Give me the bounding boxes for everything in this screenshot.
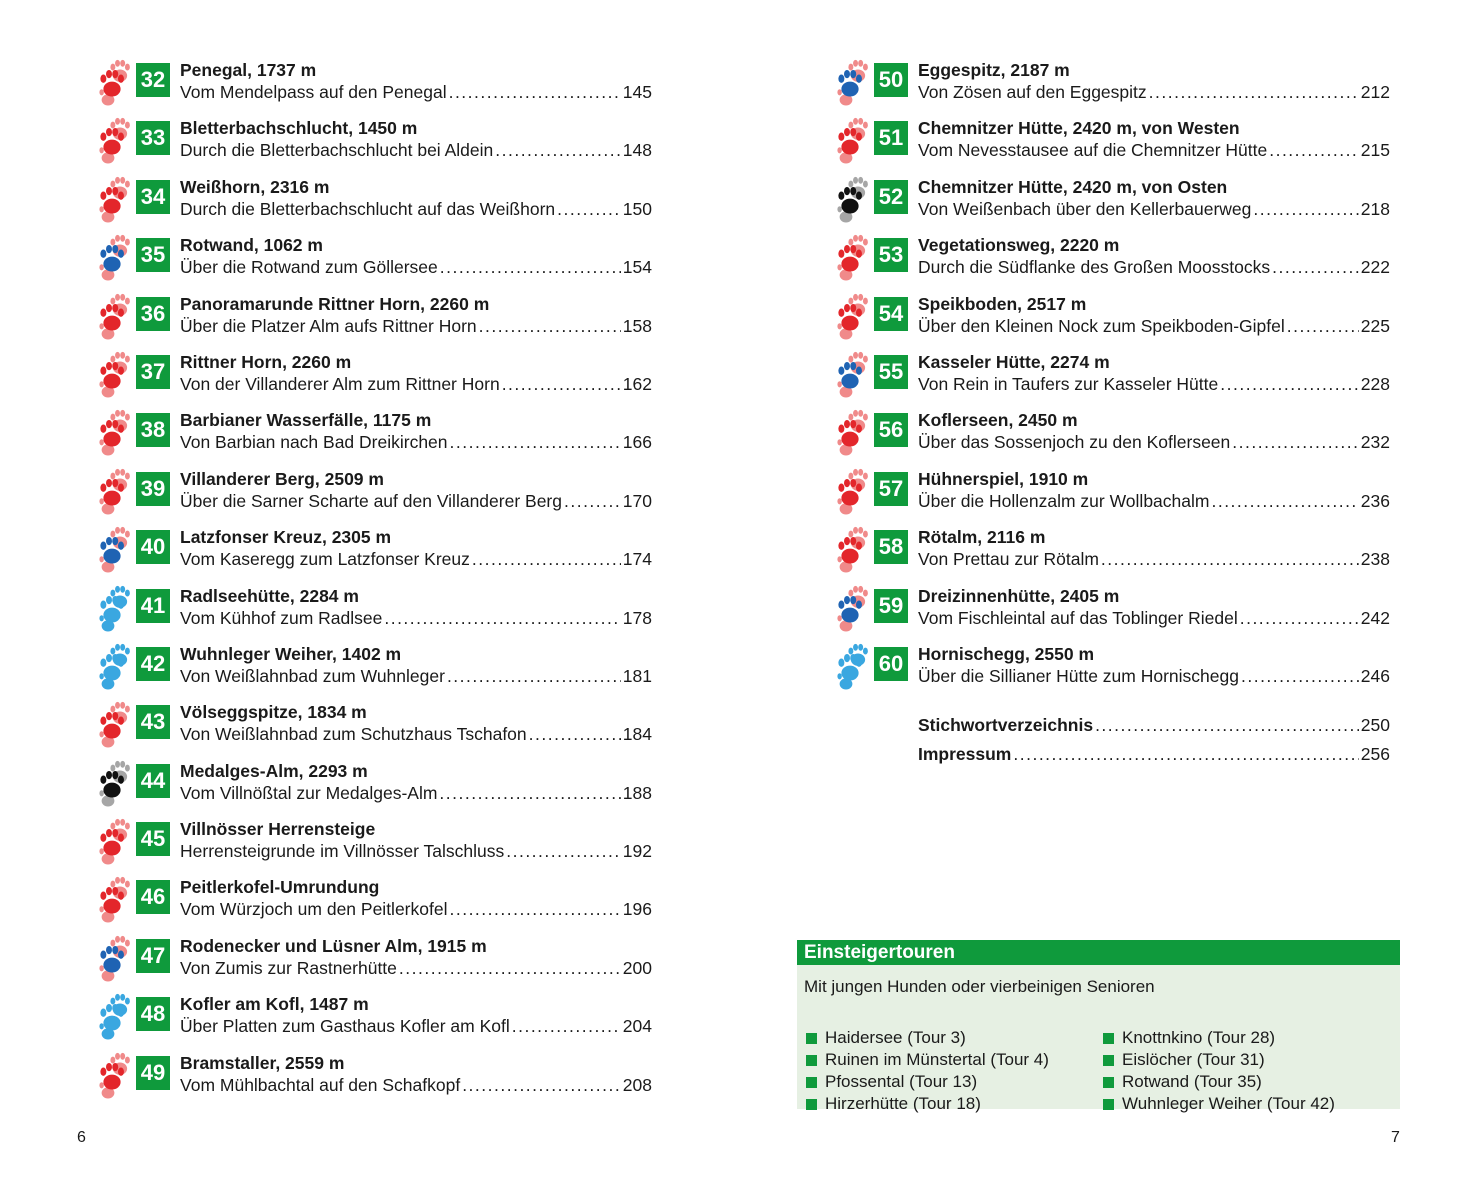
tour-subtitle: Über die Platzer Alm aufs Rittner Horn <box>180 315 477 336</box>
tour-number-badge: 32 <box>136 63 170 97</box>
paw-difficulty-icon <box>96 231 132 283</box>
tour-title: Hühnerspiel, 1910 m <box>918 468 1089 489</box>
bullet-square-icon <box>806 1099 817 1110</box>
beginner-tours-box <box>797 940 1400 1113</box>
toc-entry[interactable] <box>834 523 1390 581</box>
tour-number-badge: 59 <box>874 589 908 623</box>
paw-difficulty-icon <box>96 815 132 867</box>
tour-number-badge: 46 <box>136 880 170 914</box>
tour-title: Chemnitzer Hütte, 2420 m, von Westen <box>918 118 1240 139</box>
page-ref: 162 <box>622 373 652 394</box>
tour-title: Speikboden, 2517 m <box>918 293 1087 314</box>
page-ref: 236 <box>1360 490 1390 511</box>
dot-leader <box>1013 743 1358 765</box>
beginner-tour-item <box>806 1093 1103 1115</box>
tour-number-badge: 37 <box>136 355 170 389</box>
bullet-square-icon <box>806 1055 817 1066</box>
toc-entry[interactable] <box>834 114 1390 172</box>
dot-leader <box>1232 431 1359 453</box>
page-number-left: 6 <box>77 1129 86 1146</box>
tour-number-badge: 33 <box>136 121 170 155</box>
toc-entry[interactable] <box>834 582 1390 640</box>
toc-entry[interactable] <box>834 465 1390 523</box>
beginner-tour-label: Hirzerhütte (Tour 18) <box>825 1094 981 1113</box>
tour-number-badge: 55 <box>874 355 908 389</box>
tour-number-badge: 54 <box>874 297 908 331</box>
page-ref: 150 <box>622 198 652 219</box>
tour-number-badge: 58 <box>874 530 908 564</box>
page-number-right: 7 <box>1391 1129 1400 1146</box>
paw-difficulty-icon <box>834 465 870 517</box>
toc-entry[interactable] <box>96 582 652 640</box>
bullet-square-icon <box>1103 1077 1114 1088</box>
dot-leader <box>1253 198 1358 220</box>
tour-number-badge: 45 <box>136 822 170 856</box>
toc-entry[interactable] <box>96 114 652 172</box>
tour-number-badge: 35 <box>136 238 170 272</box>
paw-difficulty-icon <box>96 173 132 225</box>
tour-title: Rittner Horn, 2260 m <box>180 351 352 372</box>
beginner-tour-label: Pfossental (Tour 13) <box>825 1072 978 1091</box>
paw-difficulty-icon <box>96 114 132 166</box>
dot-leader <box>1241 665 1359 687</box>
page-ref: 154 <box>622 257 652 278</box>
dot-leader <box>1220 373 1359 395</box>
page-ref: 148 <box>622 140 652 161</box>
tour-subtitle: Durch die Bletterbachschlucht auf das Weißhorn <box>180 198 556 219</box>
toc-entry[interactable] <box>834 56 1390 114</box>
paw-difficulty-icon <box>834 56 870 108</box>
tour-subtitle: Durch die Südflanke des Großen Moosstocks <box>918 257 1271 278</box>
dot-leader <box>472 548 621 570</box>
tour-subtitle: Von Weißlahnbad zum Wuhnleger <box>180 665 445 686</box>
dot-leader <box>462 1074 621 1096</box>
tour-title: Villnösser Herrensteige <box>180 819 376 840</box>
toc-entry[interactable] <box>834 173 1390 231</box>
tour-subtitle: Von Weißlahnbad zum Schutzhaus Tschafon <box>180 724 527 745</box>
paw-difficulty-icon <box>96 290 132 342</box>
toc-extra-entry[interactable] <box>918 714 1390 743</box>
paw-difficulty-icon <box>96 523 132 575</box>
toc-entry[interactable] <box>96 757 652 815</box>
tour-number-badge: 43 <box>136 705 170 739</box>
toc-entry[interactable] <box>834 406 1390 464</box>
paw-difficulty-icon <box>834 523 870 575</box>
dot-leader <box>399 957 621 979</box>
beginner-tour-item <box>806 1027 1103 1049</box>
dot-leader <box>1149 81 1359 103</box>
dot-leader <box>384 607 620 629</box>
page-ref: 200 <box>622 957 652 978</box>
beginner-tour-label: Knottnkino (Tour 28) <box>1122 1028 1276 1047</box>
dot-leader <box>450 431 621 453</box>
page-ref: 256 <box>1360 744 1390 765</box>
toc-entry[interactable] <box>96 348 652 406</box>
tour-number-badge: 47 <box>136 939 170 973</box>
page-ref: 212 <box>1360 82 1390 102</box>
paw-difficulty-icon <box>96 757 132 809</box>
bullet-square-icon <box>806 1033 817 1044</box>
beginner-tour-item <box>1103 1071 1400 1093</box>
paw-difficulty-icon <box>96 406 132 458</box>
tour-title: Rotwand, 1062 m <box>180 235 323 256</box>
tour-number-badge: 48 <box>136 997 170 1031</box>
tour-title: Eggespitz, 2187 m <box>918 60 1070 80</box>
tour-subtitle: Vom Fischleintal auf das Toblinger Riedel <box>918 607 1238 628</box>
paw-difficulty-icon <box>96 582 132 634</box>
tour-subtitle: Vom Kaseregg zum Latzfonser Kreuz <box>180 549 470 570</box>
paw-difficulty-icon <box>96 873 132 925</box>
tour-number-badge: 56 <box>874 413 908 447</box>
tour-subtitle: Vom Nevesstausee auf die Chemnitzer Hütte <box>918 140 1268 161</box>
dot-leader <box>1269 139 1359 161</box>
page-ref: 215 <box>1360 140 1390 161</box>
tour-title: Chemnitzer Hütte, 2420 m, von Osten <box>918 176 1228 197</box>
toc-entry[interactable] <box>96 815 652 873</box>
beginner-tour-label: Eislöcher (Tour 31) <box>1122 1050 1265 1069</box>
tour-title: Vegetationsweg, 2220 m <box>918 235 1120 256</box>
tour-subtitle: Vom Mendelpass auf den Penegal <box>180 82 447 102</box>
page-ref: 238 <box>1360 549 1390 570</box>
toc-entry[interactable] <box>96 523 652 581</box>
tour-number-badge: 34 <box>136 180 170 214</box>
paw-difficulty-icon <box>834 348 870 400</box>
dot-leader <box>502 373 621 395</box>
page-ref: 242 <box>1360 607 1390 628</box>
paw-difficulty-icon <box>96 56 132 108</box>
tour-number-badge: 44 <box>136 764 170 798</box>
page-ref: 232 <box>1360 432 1390 453</box>
page-ref: 158 <box>622 315 652 336</box>
tour-number-badge: 51 <box>874 121 908 155</box>
extra-label: Stichwortverzeichnis <box>918 715 1094 736</box>
toc-entry[interactable] <box>96 873 652 931</box>
toc-entry[interactable] <box>96 698 652 756</box>
beginner-tours-list-1 <box>806 1027 1103 1115</box>
tour-subtitle: Vom Würzjoch um den Peitlerkofel <box>180 899 448 920</box>
tour-title: Latzfonser Kreuz, 2305 m <box>180 527 392 548</box>
tour-title: Bletterbachschlucht, 1450 m <box>180 118 418 139</box>
toc-entry[interactable] <box>96 990 652 1048</box>
tour-number-badge: 53 <box>874 238 908 272</box>
tour-title: Rötalm, 2116 m <box>918 527 1046 548</box>
page-ref: 225 <box>1360 315 1390 336</box>
toc-entry[interactable] <box>834 290 1390 348</box>
tour-subtitle: Vom Villnößtal zur Medalges-Alm <box>180 782 438 803</box>
paw-difficulty-icon <box>834 114 870 166</box>
dot-leader <box>1095 714 1359 736</box>
tour-title: Kasseler Hütte, 2274 m <box>918 351 1110 372</box>
tour-subtitle: Vom Kühhof zum Radlsee <box>180 607 383 628</box>
dot-leader <box>1287 315 1359 337</box>
page-ref: 204 <box>622 1016 652 1037</box>
tour-subtitle: Von Zösen auf den Eggespitz <box>918 82 1147 102</box>
page-ref: 170 <box>622 490 652 511</box>
toc-entry[interactable] <box>96 231 652 289</box>
tour-title: Völseggspitze, 1834 m <box>180 702 367 723</box>
tour-subtitle: Durch die Bletterbachschlucht bei Aldein <box>180 140 494 161</box>
paw-difficulty-icon <box>96 1049 132 1101</box>
page-ref: 208 <box>622 1074 652 1095</box>
paw-difficulty-icon <box>96 932 132 984</box>
paw-difficulty-icon <box>96 698 132 750</box>
paw-difficulty-icon <box>96 640 132 692</box>
beginner-tours-intro: Mit jungen Hunden oder vierbeinigen Senioren <box>804 977 1155 996</box>
tour-subtitle: Über Platten zum Gasthaus Kofler am Kofl <box>180 1016 510 1037</box>
beginner-tour-item <box>1103 1049 1400 1071</box>
paw-difficulty-icon <box>834 231 870 283</box>
paw-difficulty-icon <box>96 465 132 517</box>
tour-title: Panoramarunde Rittner Horn, 2260 m <box>180 293 490 314</box>
toc-entry[interactable] <box>834 348 1390 406</box>
dot-leader <box>449 898 620 920</box>
tour-subtitle: Von Rein in Taufers zur Kasseler Hütte <box>918 373 1219 394</box>
dot-leader <box>1101 548 1359 570</box>
paw-difficulty-icon <box>96 990 132 1042</box>
tour-title: Rodenecker und Lüsner Alm, 1915 m <box>180 935 487 956</box>
beginner-tours-title: Einsteigertouren <box>797 940 1400 965</box>
page-ref: 178 <box>622 607 652 628</box>
tour-subtitle: Über die Sarner Scharte auf den Villanderer Berg <box>180 490 562 511</box>
tour-title: Peitlerkofel-Umrundung <box>180 877 380 898</box>
page-ref: 196 <box>622 899 652 920</box>
page-ref: 228 <box>1360 373 1390 394</box>
tour-number-badge: 49 <box>136 1056 170 1090</box>
tour-title: Barbianer Wasserfälle, 1175 m <box>180 410 432 431</box>
page-ref: 166 <box>622 432 652 453</box>
dot-leader <box>1211 490 1358 512</box>
tour-title: Koflerseen, 2450 m <box>918 410 1078 431</box>
tour-subtitle: Herrensteigrunde im Villnösser Talschluss <box>180 841 505 862</box>
dot-leader <box>439 782 620 804</box>
tour-number-badge: 38 <box>136 413 170 447</box>
tour-number-badge: 42 <box>136 647 170 681</box>
dot-leader <box>564 490 621 512</box>
tour-number-badge: 50 <box>874 63 908 97</box>
tour-number-badge: 36 <box>136 297 170 331</box>
bullet-square-icon <box>1103 1099 1114 1110</box>
page-ref: 174 <box>622 549 652 570</box>
tour-title: Villanderer Berg, 2509 m <box>180 468 384 489</box>
extra-label: Impressum <box>918 744 1012 765</box>
page-ref: 184 <box>622 724 652 745</box>
tour-subtitle: Von der Villanderer Alm zum Rittner Horn <box>180 373 500 394</box>
tour-number-badge: 52 <box>874 180 908 214</box>
toc-left-column <box>96 56 652 1107</box>
page-ref: 218 <box>1360 198 1390 219</box>
toc-entry[interactable] <box>834 231 1390 289</box>
dot-leader <box>447 665 621 687</box>
beginner-tours-list-2 <box>1103 1027 1400 1115</box>
dot-leader <box>1240 607 1359 629</box>
paw-difficulty-icon <box>834 640 870 692</box>
tour-number-badge: 41 <box>136 589 170 623</box>
page-ref: 246 <box>1360 665 1390 686</box>
dot-leader <box>506 840 621 862</box>
tour-title: Hornischegg, 2550 m <box>918 643 1095 664</box>
tour-subtitle: Über die Hollenzalm zur Wollbachalm <box>918 490 1210 511</box>
tour-number-badge: 40 <box>136 530 170 564</box>
beginner-tour-item <box>1103 1093 1400 1115</box>
beginner-tour-label: Haidersee (Tour 3) <box>825 1028 966 1047</box>
tour-subtitle: Von Prettau zur Rötalm <box>918 549 1099 570</box>
tour-number-badge: 39 <box>136 472 170 506</box>
toc-right-column <box>834 56 1390 772</box>
tour-subtitle: Vom Mühlbachtal auf den Schafkopf <box>180 1074 461 1095</box>
dot-leader <box>557 198 621 220</box>
tour-title: Medalges-Alm, 2293 m <box>180 760 368 781</box>
bullet-square-icon <box>1103 1033 1114 1044</box>
toc-entry[interactable] <box>96 932 652 990</box>
bullet-square-icon <box>1103 1055 1114 1066</box>
dot-leader <box>495 139 621 161</box>
toc-entry[interactable] <box>96 465 652 523</box>
paw-difficulty-icon <box>834 290 870 342</box>
beginner-tour-item <box>806 1049 1103 1071</box>
page-ref: 188 <box>622 782 652 803</box>
beginner-tour-label: Wuhnleger Weiher (Tour 42) <box>1122 1094 1335 1113</box>
paw-difficulty-icon <box>96 348 132 400</box>
dot-leader <box>449 81 621 103</box>
toc-entry[interactable] <box>834 640 1390 698</box>
toc-entry[interactable] <box>96 1049 652 1107</box>
beginner-tour-item <box>806 1071 1103 1093</box>
tour-subtitle: Über das Sossenjoch zu den Koflerseen <box>918 432 1231 453</box>
page-ref: 145 <box>622 82 652 102</box>
beginner-tour-label: Ruinen im Münstertal (Tour 4) <box>825 1050 1049 1069</box>
toc-entry[interactable] <box>96 290 652 348</box>
tour-title: Radlseehütte, 2284 m <box>180 585 359 606</box>
toc-extras <box>834 714 1390 772</box>
bullet-square-icon <box>806 1077 817 1088</box>
page-ref: 250 <box>1360 715 1390 736</box>
toc-extra-entry[interactable] <box>918 743 1390 772</box>
dot-leader <box>512 1015 621 1037</box>
paw-difficulty-icon <box>834 173 870 225</box>
beginner-tour-item <box>1103 1027 1400 1049</box>
toc-entry[interactable] <box>96 173 652 231</box>
dot-leader <box>440 256 621 278</box>
tour-number-badge: 60 <box>874 647 908 681</box>
tour-number-badge: 57 <box>874 472 908 506</box>
tour-subtitle: Über den Kleinen Nock zum Speikboden-Gipfel <box>918 315 1285 336</box>
beginner-tour-label: Rotwand (Tour 35) <box>1122 1072 1262 1091</box>
tour-subtitle: Über die Rotwand zum Göllersee <box>180 257 438 278</box>
tour-subtitle: Von Weißenbach über den Kellerbauerweg <box>918 198 1252 219</box>
dot-leader <box>479 315 621 337</box>
toc-entry[interactable] <box>96 56 652 114</box>
tour-title: Wuhnleger Weiher, 1402 m <box>180 643 402 664</box>
tour-title: Dreizinnenhütte, 2405 m <box>918 585 1120 606</box>
dot-leader <box>1272 256 1359 278</box>
page-ref: 222 <box>1360 257 1390 278</box>
paw-difficulty-icon <box>834 406 870 458</box>
page-ref: 181 <box>622 665 652 686</box>
tour-subtitle: Von Zumis zur Rastnerhütte <box>180 957 397 978</box>
dot-leader <box>529 723 621 745</box>
page-ref: 192 <box>622 841 652 862</box>
toc-entry[interactable] <box>96 406 652 464</box>
toc-entry[interactable] <box>96 640 652 698</box>
tour-title: Kofler am Kofl, 1487 m <box>180 994 369 1015</box>
tour-title: Bramstaller, 2559 m <box>180 1052 345 1073</box>
tour-subtitle: Über die Sillianer Hütte zum Hornischegg <box>918 665 1239 686</box>
tour-subtitle: Von Barbian nach Bad Dreikirchen <box>180 432 448 453</box>
tour-title: Weißhorn, 2316 m <box>180 176 330 197</box>
tour-title: Penegal, 1737 m <box>180 60 317 80</box>
paw-difficulty-icon <box>834 582 870 634</box>
